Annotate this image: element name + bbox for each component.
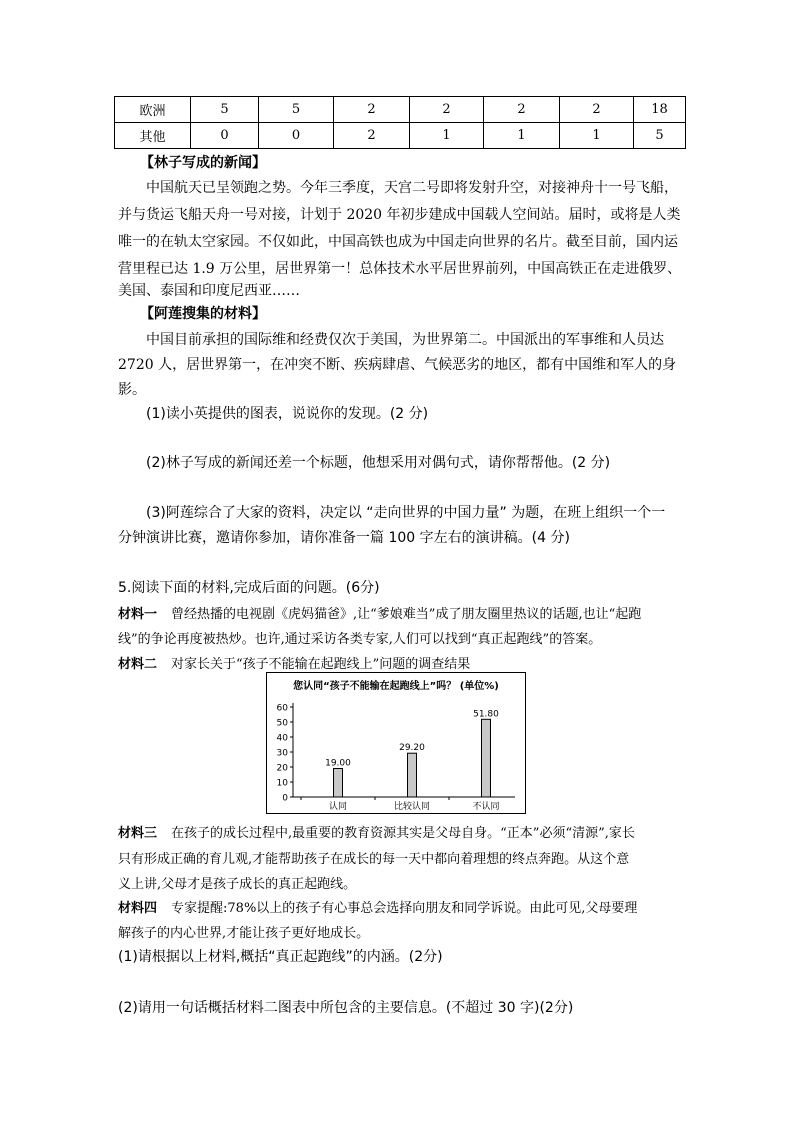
y-tick-label: 0 (282, 793, 288, 804)
x-tick-label: 认同 (328, 802, 348, 812)
material-label: 材料一 (118, 607, 158, 622)
table-cell: 1 (560, 123, 634, 149)
table-cell: 2 (560, 97, 634, 123)
bar-value-label: 19.00 (325, 758, 351, 769)
material-4 (118, 897, 637, 916)
material-text: 对家长关于“孩子不能输在起跑线上”问题的调查结果 (171, 657, 471, 672)
table-cell: 5 (634, 123, 686, 149)
question-text: (1)请根据以上材料,概括“真正起跑线”的内涵。(2分) (118, 949, 443, 965)
question-text: (2)请用一句话概括材料二图表中所包含的主要信息。(不超过 30 字)(2分) (118, 1000, 574, 1016)
material-text: 专家提醒:78%以上的孩子有心事总会选择向朋友和同学诉说。由此可见,父母要理 (171, 901, 638, 916)
x-tick-label: 不认同 (472, 802, 500, 812)
material-line: 2720 人，居世界第一，在冲突不断、疾病肆虐、气候恶劣的地区，都有中国维和军人的身 (118, 357, 677, 373)
x-tick-label: 比较认同 (393, 802, 431, 812)
material-line: 影。 (118, 382, 146, 398)
material-2 (118, 653, 470, 672)
material-heading: 【阿莲搜集的材料】 (140, 306, 266, 322)
question-text: (3)阿莲综合了大家的资料，决定以 “走向世界的中国力量” 为题，在班上组织一个一 (146, 505, 666, 521)
news-line: 并与货运飞船天舟一号对接，计划于 2020 年初步建成中国载人空间站。届时，或将是人类 (118, 207, 681, 223)
y-tick-label: 50 (276, 718, 288, 729)
table-cell: 18 (634, 97, 686, 123)
y-tick-label: 10 (276, 778, 288, 789)
material-line: 中国目前承担的国际维和经费仅次于美国，为世界第二。中国派出的军事维和人员达 (146, 332, 664, 348)
material-label: 材料四 (118, 901, 158, 916)
material-text: 解孩子的内心世界,才能让孩子更好地成长。 (118, 926, 370, 941)
material-3 (118, 822, 635, 841)
table-cell: 0 (191, 123, 259, 149)
question-text: (2)林子写成的新闻还差一个标题，他想采用对偶句式，请你帮帮他。(2 分) (146, 455, 611, 471)
material-text: 只有形成正确的育儿观,才能帮助孩子在成长的每一天中都向着理想的终点奔跑。从这个意 (118, 852, 630, 867)
table-cell: 2 (334, 123, 410, 149)
material-text: 在孩子的成长过程中,最重要的教育资源其实是父母自身。“正本”必须“清源”,家长 (171, 826, 635, 841)
question-text: 分钟演讲比赛，邀请你参加，请你准备一篇 100 字左右的演讲稿。(4 分) (118, 530, 570, 546)
material-text: 曾经热播的电视剧《虎妈猫爸》,让“爹娘难当”成了朋友圈里热议的话题,也让“起跑 (171, 607, 642, 622)
table-row (115, 97, 686, 123)
bar-value-label: 51.80 (473, 709, 499, 720)
data-table (114, 96, 686, 149)
material-label: 材料二 (118, 657, 158, 672)
news-line: 唯一的在轨太空家园。不仅如此，中国高铁也成为中国走向世界的名片。截至目前，国内运 (118, 234, 678, 250)
question-5-title: 5.阅读下面的材料,完成后面的问题。(6分) (118, 580, 380, 596)
news-line: 美国、泰国和印度尼西亚…… (118, 283, 300, 299)
bar (408, 753, 417, 797)
bar-value-label: 29.20 (399, 743, 425, 754)
material-text: 义上讲,父母才是孩子成长的真正起跑线。 (118, 877, 357, 892)
survey-chart (266, 672, 526, 814)
table-cell: 5 (259, 97, 334, 123)
news-line: 中国航天已呈领跑之势。今年三季度，天宫二号即将发射升空，对接神舟十一号飞船， (146, 180, 678, 196)
material-1 (118, 603, 641, 622)
table-cell: 欧洲 (115, 97, 191, 123)
table-cell: 2 (484, 97, 560, 123)
bar (482, 719, 491, 797)
y-tick-label: 60 (276, 703, 288, 714)
table-cell: 其他 (115, 123, 191, 149)
material-label: 材料三 (118, 826, 158, 841)
chart-title: 您认同“孩子不能输在起跑线上”吗？ (单位%) (293, 681, 499, 692)
question-text: (1)读小英提供的图表，说说你的发现。(2 分) (146, 406, 429, 422)
y-tick-label: 40 (276, 733, 288, 744)
y-tick-label: 30 (276, 748, 288, 759)
news-heading: 【林子写成的新闻】 (140, 155, 266, 171)
table-cell: 2 (410, 97, 484, 123)
material-text: 线”的争论再度被热炒。也许,通过采访各类专家,人们可以找到“真正起跑线”的答案。 (118, 632, 602, 647)
y-tick-label: 20 (276, 763, 288, 774)
table-cell: 2 (334, 97, 410, 123)
bar (334, 769, 343, 798)
table-cell: 0 (259, 123, 334, 149)
table-row (115, 123, 686, 149)
table-cell: 1 (410, 123, 484, 149)
table-cell: 1 (484, 123, 560, 149)
news-line: 营里程已达 1.9 万公里，居世界第一！总体技术水平居世界前列，中国高铁正在走进俄罗、 (118, 261, 682, 277)
table-cell: 5 (191, 97, 259, 123)
chart-svg (267, 673, 525, 813)
